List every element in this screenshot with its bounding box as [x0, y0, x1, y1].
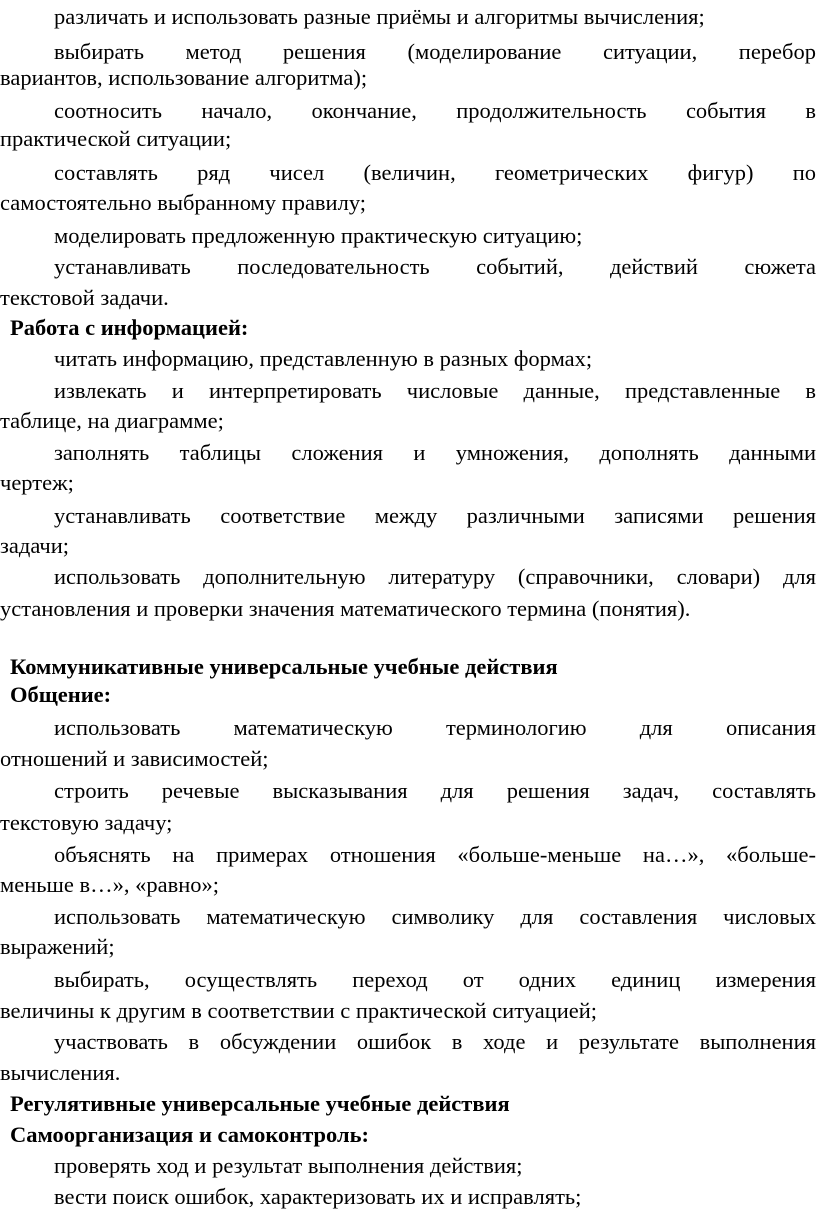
- paragraph-line: выражений;: [0, 934, 115, 959]
- section-subheading: Самоорганизация и самоконтроль:: [10, 1122, 370, 1147]
- paragraph-line: строить речевые высказывания для решения задач, составлять: [54, 778, 816, 803]
- paragraph-line: меньше в…», «равно»;: [0, 872, 219, 897]
- paragraph-line: вычисления.: [0, 1060, 121, 1085]
- paragraph-line: составлять ряд чисел (величин, геометрических фигур) по: [54, 160, 816, 185]
- paragraph-line: соотносить начало, окончание, продолжительность события в: [54, 98, 816, 123]
- paragraph-line: моделировать предложенную практическую ситуацию;: [54, 223, 583, 248]
- paragraph-line: чертеж;: [0, 470, 74, 495]
- paragraph-line: задачи;: [0, 533, 70, 558]
- section-subheading: Общение:: [10, 682, 112, 707]
- section-heading: Регулятивные универсальные учебные действия: [10, 1091, 510, 1116]
- paragraph-line: отношений и зависимостей;: [0, 746, 269, 771]
- paragraph-line: участвовать в обсуждении ошибок в ходе и результате выполнения: [54, 1029, 816, 1054]
- paragraph-line: текстовой задачи.: [0, 285, 169, 310]
- section-heading: Коммуникативные универсальные учебные действия: [10, 654, 558, 679]
- paragraph-line: вариантов, использование алгоритма);: [0, 65, 368, 90]
- paragraph-line: использовать дополнительную литературу (справочники, словари) для: [54, 564, 816, 589]
- paragraph-line: установления и проверки значения математического термина (понятия).: [0, 596, 691, 621]
- paragraph-line: вести поиск ошибок, характеризовать их и исправлять;: [54, 1184, 582, 1209]
- paragraph-line: извлекать и интерпретировать числовые данные, представленные в: [54, 378, 816, 403]
- paragraph-line: выбирать метод решения (моделирование ситуации, перебор: [54, 39, 816, 64]
- paragraph-line: текстовую задачу;: [0, 810, 173, 835]
- paragraph-line: устанавливать соответствие между различными записями решения: [54, 503, 816, 528]
- paragraph-line: практической ситуации;: [0, 126, 232, 151]
- paragraph-line: использовать математическую символику для составления числовых: [54, 904, 816, 929]
- paragraph-line: устанавливать последовательность событий, действий сюжета: [54, 254, 816, 279]
- paragraph-line: величины к другим в соответствии с практической ситуацией;: [0, 998, 598, 1023]
- paragraph-line: читать информацию, представленную в разных формах;: [54, 346, 593, 371]
- paragraph-line: использовать математическую терминологию для описания: [54, 715, 816, 740]
- paragraph-line: проверять ход и результат выполнения действия;: [54, 1153, 523, 1178]
- paragraph-line: заполнять таблицы сложения и умножения, дополнять данными: [54, 440, 816, 465]
- paragraph-line: таблице, на диаграмме;: [0, 408, 224, 433]
- paragraph-line: различать и использовать разные приёмы и алгоритмы вычисления;: [54, 4, 705, 29]
- paragraph-line: самостоятельно выбранному правилу;: [0, 190, 367, 215]
- paragraph-line: объяснять на примерах отношения «больше-меньше на…», «больше-: [54, 842, 816, 867]
- paragraph-line: выбирать, осуществлять переход от одних единиц измерения: [54, 967, 816, 992]
- section-subheading: Работа с информацией:: [10, 315, 249, 340]
